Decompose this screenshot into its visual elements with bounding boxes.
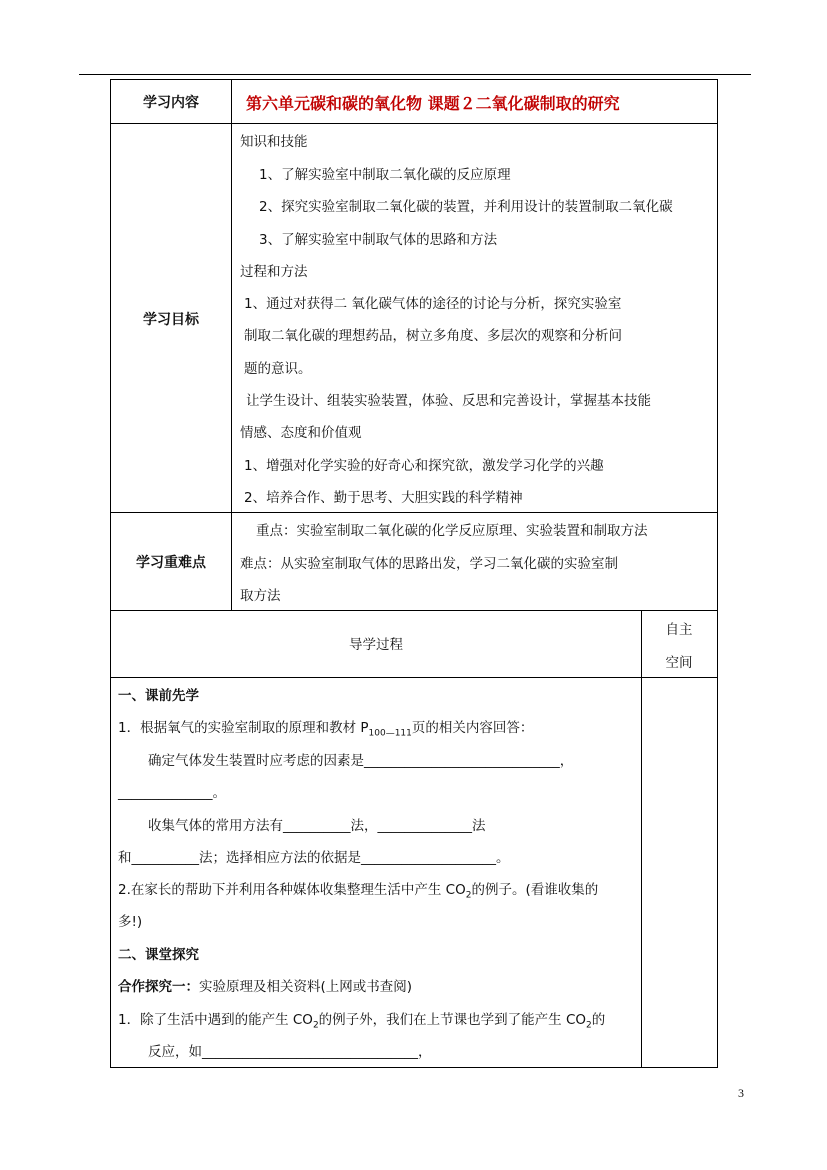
goals-line: 2、探究实验室制取二氧化碳的装置，并利用设计的装置制取二氧化碳	[259, 199, 673, 215]
question-1-text: 1．根据氧气的实验室制取的原理和教材 P	[118, 720, 369, 736]
question-2	[118, 881, 598, 905]
label-key-points-text: 学习重难点	[136, 555, 206, 571]
co2-subscript: 2	[586, 1020, 592, 1031]
self-space-header	[641, 610, 718, 678]
key-point-line: 重点：实验室制取二氧化碳的化学反应原理、实验装置和制取方法	[256, 523, 648, 539]
label-study-content	[110, 79, 232, 124]
guided-process-header	[110, 610, 642, 678]
lesson-title	[231, 79, 718, 124]
goals-line: 3、了解实验室中制取气体的思路和方法	[259, 232, 498, 248]
goals-line: 1、增强对化学实验的好奇心和探究欲，激发学习化学的兴趣	[244, 458, 604, 474]
self-space-column	[641, 677, 718, 1068]
difficulty-line: 难点：从实验室制取气体的思路出发，学习二氧化碳的实验室制	[240, 556, 618, 572]
question-2-text-end: 的例子。(看谁收集的	[471, 882, 599, 898]
goals-line: 题的意识。	[244, 361, 312, 377]
question-2-text: 2.在家长的帮助下并利用各种媒体收集整理生活中产生 CO	[118, 882, 466, 898]
co2-subscript: 2	[465, 890, 472, 901]
page-range-subscript: 100—111	[368, 728, 412, 739]
goals-line: 让学生设计、组装实验装置，体验、反思和完善设计，掌握基本技能	[246, 393, 651, 409]
self-space-label-2: 空间	[665, 655, 693, 671]
cooperative-inquiry-label: 合作探究一：	[118, 979, 199, 995]
goals-line: 2、培养合作、勤于思考、大胆实践的科学精神	[244, 490, 523, 506]
inquiry-item-1-continued: 反应，如________________________________，	[148, 1044, 432, 1060]
difficulty-line: 取方法	[240, 588, 281, 604]
co2-subscript: 2	[312, 1020, 319, 1031]
question-2-continued: 多!)	[118, 914, 143, 930]
guided-process-label: 导学过程	[349, 637, 403, 653]
label-key-points	[110, 512, 232, 611]
goals-line: 过程和方法	[240, 264, 308, 280]
learning-goals-content	[231, 123, 718, 513]
question-1-blank-d: 和__________法；选择相应方法的依据是____________________。	[118, 850, 510, 866]
label-study-content-text: 学习内容	[143, 95, 199, 111]
inquiry-item-1-text: 1．除了生活中遇到的能产生 CO	[118, 1012, 313, 1028]
question-1	[118, 719, 533, 743]
page-number: 3	[738, 1086, 744, 1100]
question-1-blank-c: 收集气体的常用方法有__________法，______________法	[148, 818, 486, 834]
self-space-label-1: 自主	[665, 622, 693, 638]
inquiry-item-1-middle: 的例子外，我们在上节课也学到了能产生 CO	[318, 1012, 587, 1028]
header-rule	[79, 74, 751, 75]
label-learning-goals	[110, 123, 232, 513]
goals-line: 1、了解实验室中制取二氧化碳的反应原理	[259, 167, 511, 183]
goals-line: 知识和技能	[240, 134, 308, 150]
cooperative-inquiry-text: 实验原理及相关资料(上网或书查阅)	[199, 979, 413, 995]
key-points-content	[231, 512, 718, 611]
goals-line: 制取二氧化碳的理想药品，树立多角度、多层次的观察和分析问	[244, 328, 622, 344]
goals-line: 1、通过对获得二 氧化碳气体的途径的讨论与分析，探究实验室	[244, 296, 622, 312]
question-1-blank-a: 确定气体发生装置时应考虑的因素是_____________________________，	[148, 753, 574, 769]
label-learning-goals-text: 学习目标	[143, 311, 199, 328]
question-1-text-end: 页的相关内容回答：	[411, 720, 534, 736]
section-heading-pre-class: 一、课前先学	[118, 688, 199, 704]
inquiry-item-1-end: 的	[591, 1012, 606, 1028]
guided-process-content	[110, 677, 642, 1068]
lesson-title-text: 第六单元碳和碳的氧化物 课题２二氧化碳制取的研究	[246, 93, 620, 113]
question-1-blank-b: ______________。	[118, 785, 226, 801]
inquiry-item-1	[118, 1011, 605, 1035]
section-heading-class-inquiry: 二、课堂探究	[118, 947, 199, 963]
cooperative-inquiry-1	[118, 978, 412, 996]
goals-line: 情感、态度和价值观	[240, 425, 362, 441]
